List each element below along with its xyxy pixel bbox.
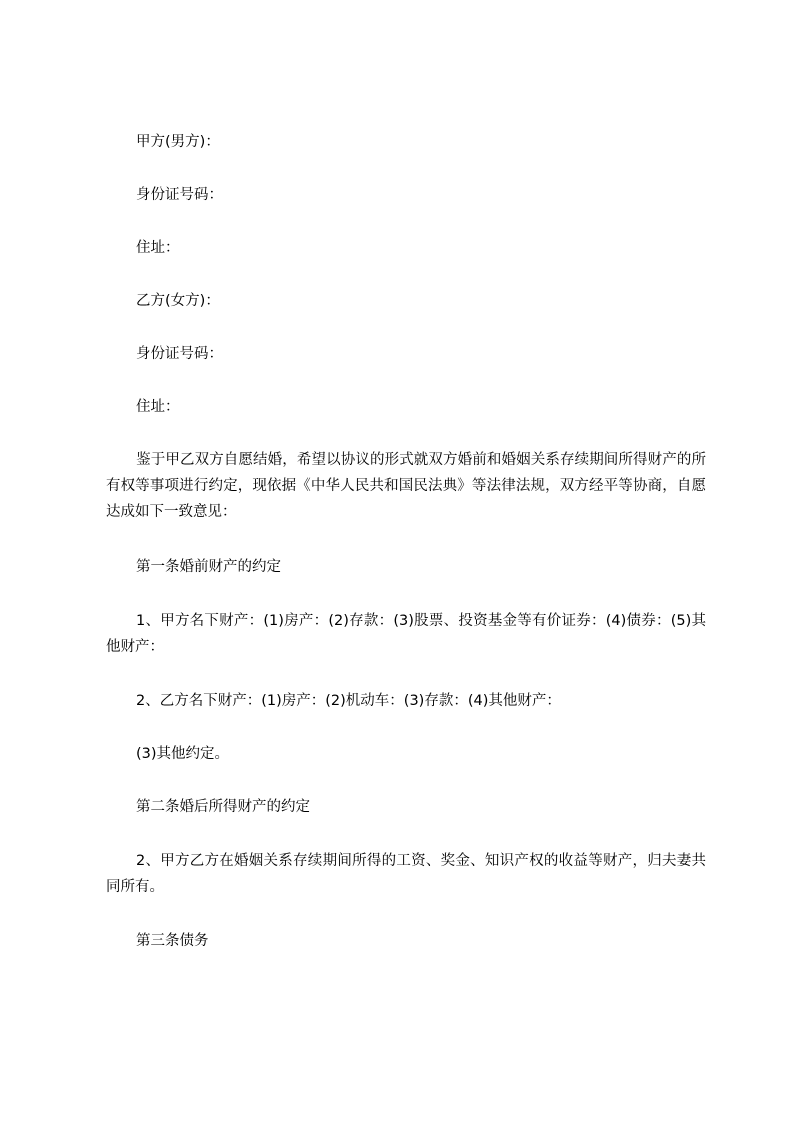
- article2-item2-text: 2、甲方乙方在婚姻关系存续期间所得的工资、奖金、知识产权的收益等财产，归夫妻共同所有。: [106, 853, 706, 895]
- preamble-paragraph: [106, 447, 706, 525]
- party-a-address-label: 住址：: [136, 240, 180, 256]
- party-a-title: 甲方(男方)：: [136, 134, 220, 150]
- article1-item3: (3)其他约定。: [136, 746, 230, 762]
- article1-item2: 2、乙方名下财产：(1)房产：(2)机动车：(3)存款：(4)其他财产：: [136, 693, 561, 709]
- article1-item1-text: 1、甲方名下财产：(1)房产：(2)存款：(3)股票、投资基金等有价证券：(4)债券：(5)其他财产：: [106, 613, 706, 655]
- party-b-id-label: 身份证号码：: [136, 346, 223, 362]
- article2-item2-paragraph: [106, 848, 706, 900]
- party-a-id-label: 身份证号码：: [136, 187, 223, 203]
- party-b-address-label: 住址：: [136, 399, 180, 415]
- article2-heading: 第二条婚后所得财产的约定: [136, 799, 310, 815]
- article1-heading: 第一条婚前财产的约定: [136, 559, 281, 575]
- article3-heading: 第三条债务: [136, 933, 209, 949]
- article1-item1-paragraph: [106, 608, 706, 660]
- party-b-title: 乙方(女方)：: [136, 293, 220, 309]
- preamble-text: 鉴于甲乙双方自愿结婚，希望以协议的形式就双方婚前和婚姻关系存续期间所得财产的所有权等事项进行约定，现依据《中华人民共和国民法典》等法律法规，双方经平等协商，自愿达成如下一致意见：: [106, 452, 706, 520]
